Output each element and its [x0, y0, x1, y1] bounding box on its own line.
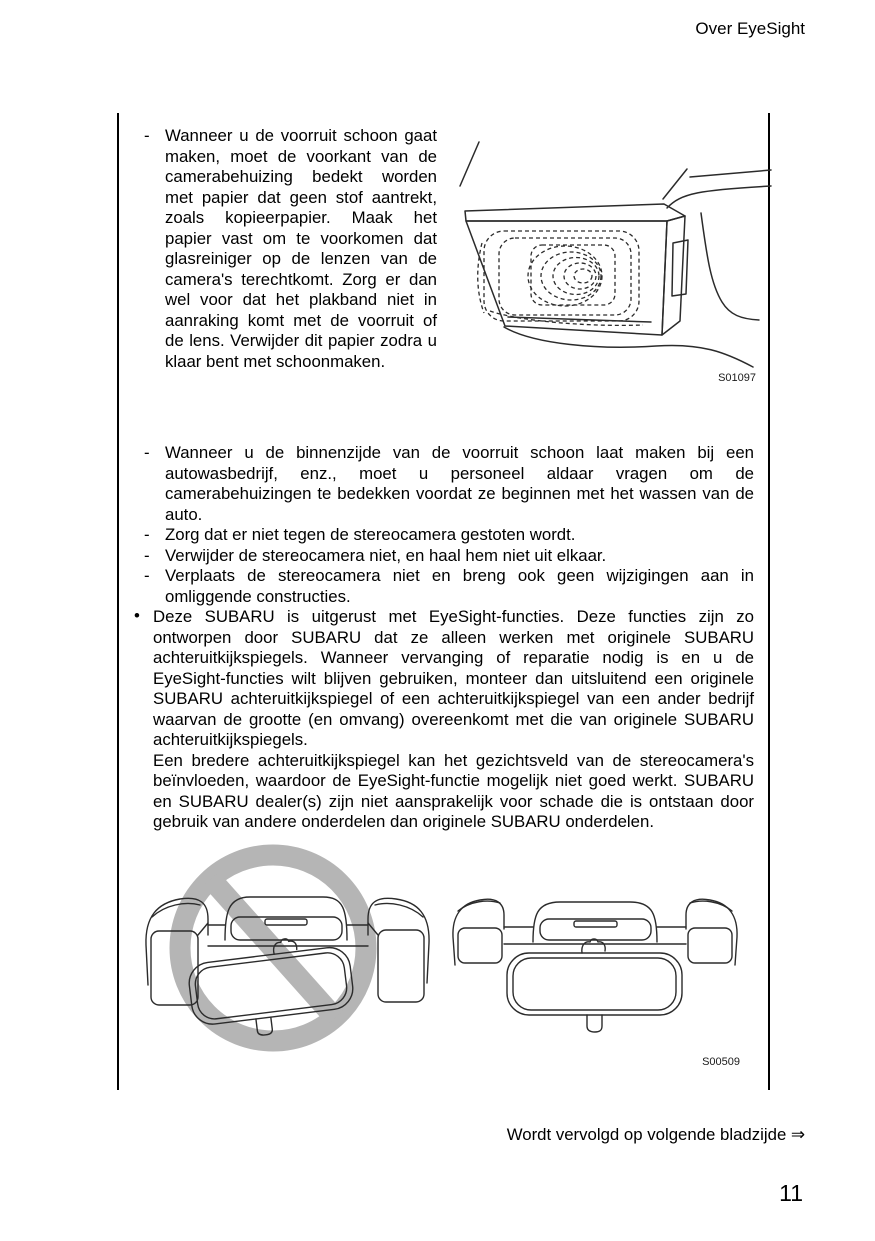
dash-item-text: Zorg dat er niet tegen de stereocamera gestoten wordt. — [165, 525, 576, 544]
camera-outline-dashed — [490, 311, 643, 325]
page-header: Over EyeSight — [695, 19, 805, 38]
bullet-paragraph: Een bredere achteruitkijkspiegel kan het gezichtsveld van de stereocamera's beïnvloeden, waardoor de EyeSight-functie mogelijk niet goed werkt. SUBARU en SUBARU dealer(s) zijn niet aansprakelijk voor schade die is ontstaan door gebruik van andere onderdelen dan originele SUBARU onderdelen. — [153, 750, 754, 831]
camera-outline-dashed — [484, 231, 639, 321]
dash-item — [142, 546, 754, 567]
content-frame — [117, 113, 770, 1090]
dash-item-text: Wanneer u de binnenzijde van de voorruit schoon laat maken bij een autowasbedrijf, enz., moet u personeel aldaar vragen om de camerabehuizingen te bedekken voordat ze beginnen met het wassen van de auto. — [165, 443, 754, 524]
dash-item-text: Verplaats de stereocamera niet en breng ook geen wijzigingen aan in omliggende constructies. — [165, 566, 754, 606]
headliner-line — [663, 169, 687, 199]
headliner-line — [667, 186, 771, 208]
dash-marker: - — [144, 545, 150, 565]
original-mirror-unit — [453, 899, 737, 1032]
dash-marker: - — [144, 443, 150, 462]
camera-cleaning-note — [142, 126, 437, 372]
camera-cover-illustration — [437, 131, 782, 443]
lens-ring-dashed — [564, 263, 596, 289]
mirror-illustration — [140, 843, 765, 1071]
dash-item — [142, 525, 754, 546]
note-text: Wanneer u de voorruit schoon gaat maken, moet de voorkant van de camerabehuizing bedekt worden met papier dat geen stof aantrekt, zoals kopieerpapier. Maak het papier vast om te voorkomen dat glasreiniger op de lenzen van de camera's terechtkomt. Zorg er dan wel voor dat het plakband niet in aanraking komt met de voorruit of de lens. Verwijder dit papier zodra u klaar bent met schoonmaken. — [165, 126, 437, 371]
housing-side-face — [662, 216, 685, 335]
dash-marker: - — [144, 566, 150, 585]
figure-label: S00509 — [702, 1056, 740, 1068]
footer-continuation: Wordt vervolgd op volgende bladzijde ⇒ — [506, 1125, 805, 1144]
camera-cover-figure — [437, 131, 782, 443]
housing-tab — [672, 240, 688, 296]
lens-ring-dashed — [528, 246, 602, 306]
figure-label: S01097 — [718, 372, 756, 384]
pillar-curve — [701, 213, 759, 320]
dash-marker: - — [144, 126, 150, 145]
headliner-line — [690, 170, 771, 177]
housing-top-face — [465, 204, 685, 221]
camera-outline-dashed — [499, 238, 631, 315]
headliner-line — [460, 142, 479, 186]
lens-box-dashed — [531, 245, 615, 305]
dash-item — [142, 566, 754, 607]
dash-marker: - — [144, 525, 150, 544]
bullet-item — [134, 607, 754, 833]
camera-note-row — [134, 126, 754, 443]
dash-item — [142, 443, 754, 525]
bullet-marker: • — [134, 606, 140, 625]
dash-item-text: Verwijder de stereocamera niet, en haal hem niet uit elkaar. — [165, 545, 607, 565]
page-number: 11 — [779, 1180, 803, 1206]
prohibition-icon — [180, 855, 366, 1041]
bullet-paragraph: Deze SUBARU is uitgerust met EyeSight-functies. Deze functies zijn zo ontworpen door SUBARU dat ze alleen werken met originele SUBARU achteruitkijkspiegels. Wanneer vervanging of reparatie nodig is en u de EyeSight-functies wilt blijven gebruiken, monteer dan uitsluitend een originele SUBARU achteruitkijkspiegel of een achteruitkijkspiegel van een ander bedrijf waarvan de grootte (en omvang) overeenkomt met die van originele SUBARU achteruitkijkspiegels. — [153, 607, 754, 749]
lens-ring-dashed — [574, 269, 592, 283]
mirror-figure — [140, 843, 765, 1071]
